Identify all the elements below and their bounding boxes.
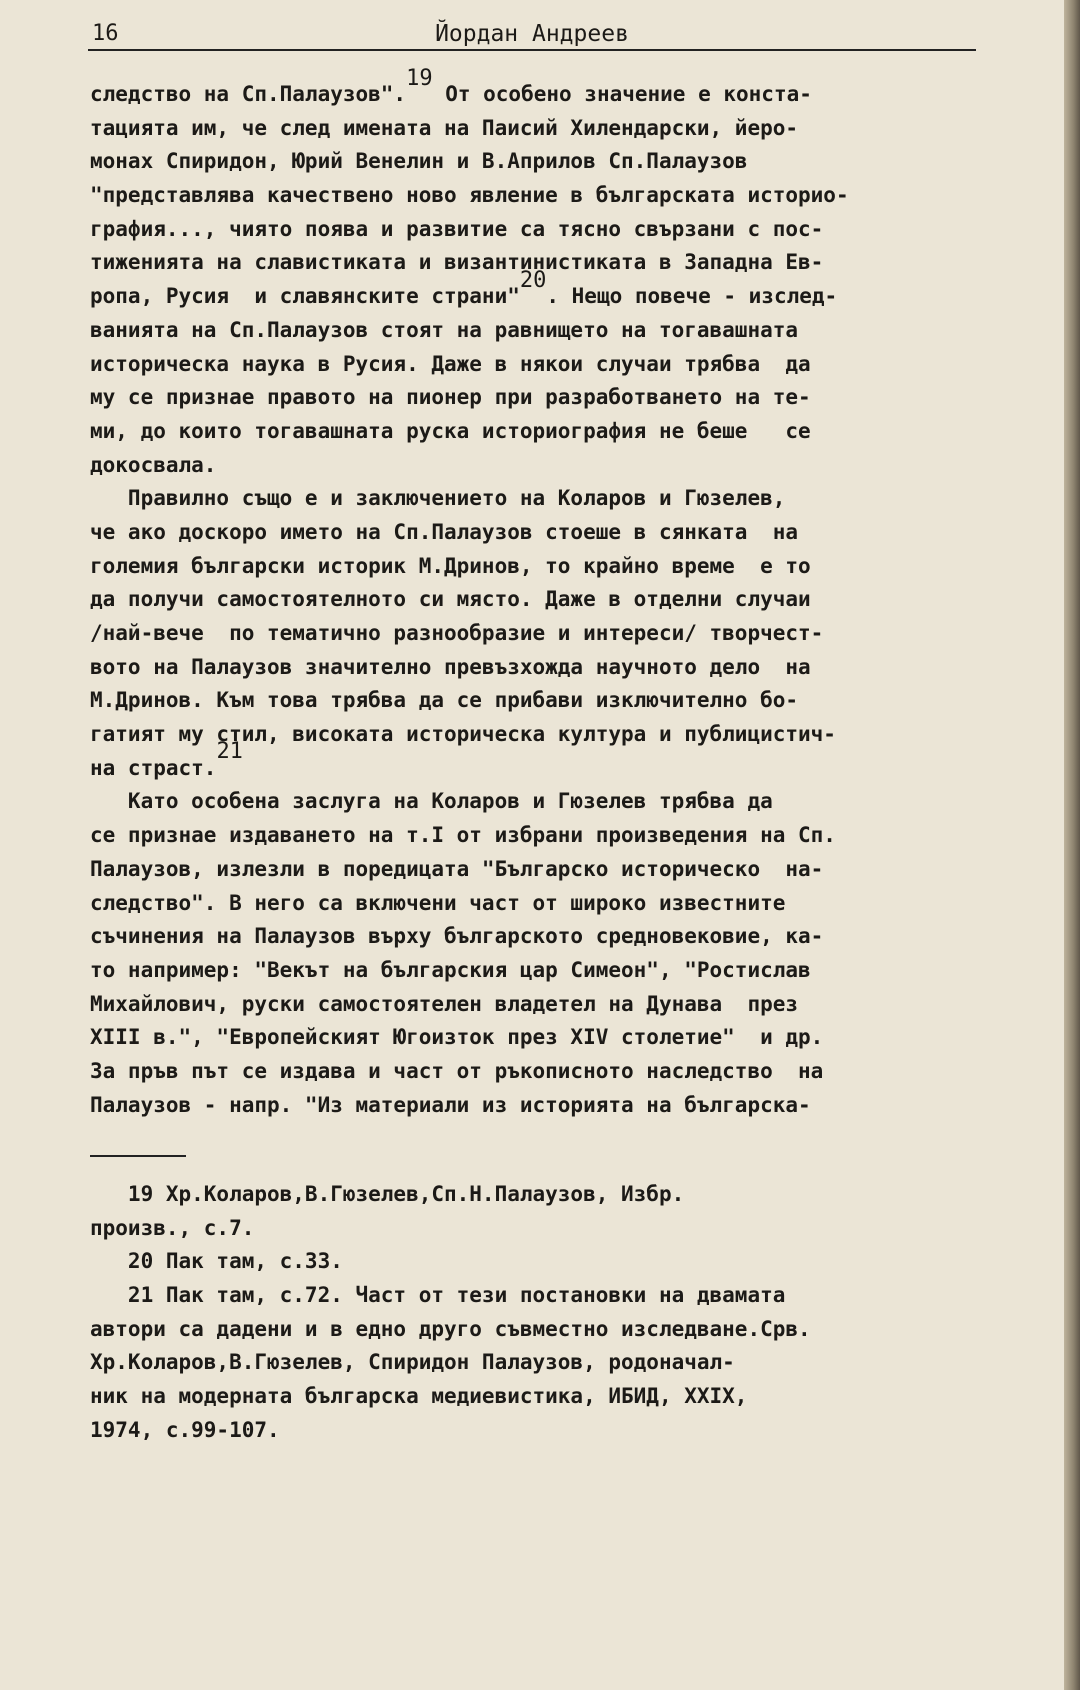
text-line: на страст.21 <box>90 739 243 780</box>
text-line: ропа, Русия и славянските страни"20. Нещо повече - изслед- <box>90 267 838 309</box>
text-line: то например: "Векът на българския цар Симеон", "Ростислав <box>90 957 811 982</box>
text-line: Михайлович, руски самостоятелен владетел на Дунава през <box>90 991 799 1016</box>
text-line: вото на Палаузов значително превъзхожда научното дело на <box>90 654 811 679</box>
text-line: М.Дринов. Към това трябва да се прибави изключително бо- <box>90 688 799 713</box>
text-line: /най-вече по тематично разнообразие и интереси/ творчест- <box>90 621 824 645</box>
footnote-line: 21 Пак там, с.72. Част от тези постановки на двамата <box>90 1283 786 1308</box>
text-run: следство на Сп.Палаузов". <box>90 82 407 106</box>
text-line: гатият му стил, високата историческа култура и публицистич- <box>90 722 836 747</box>
text-line: историческа наука в Русия. Даже в някои случаи трябва да <box>90 351 811 376</box>
text-run: на страст. <box>90 755 217 780</box>
text-line: съчинения на Палаузов върху българското средновековие, ка- <box>90 924 824 949</box>
text-line: че ако доскоро името на Сп.Палаузов стоеше в сянката на <box>90 519 799 544</box>
footnote-line: ник на модерната българска медиевистика, ИБИД, XXIX, <box>90 1384 748 1409</box>
text-line: Палаузов, излезли в поредицата "Българско историческо на- <box>90 856 824 881</box>
text-line: Палаузов - напр. "Из материали из историята на българска- <box>90 1092 811 1117</box>
text-line: монах Спиридон, Юрий Венелин и В.Априлов Сп.Палаузов <box>90 149 748 174</box>
text-line: следство". В него са включени част от широко известните <box>90 890 786 915</box>
text-line: тацията им, че след имената на Паисий Хилендарски, йеро- <box>90 115 799 140</box>
footnotes <box>90 1177 990 1447</box>
header-rule <box>88 49 976 51</box>
text-line: XIII в.", "Европейският Югоизток през XIV столетие" и др. <box>90 1025 824 1050</box>
text-line: ми, до които тогавашната руска историография не беше се <box>90 418 811 443</box>
page-header <box>88 18 976 52</box>
text-line: Като особена заслуга на Коларов и Гюзелев трябва да <box>90 789 773 814</box>
text-line: следство на Сп.Палаузов".19 От особено значение е конста- <box>90 65 812 106</box>
text-run: От особено значение е конста- <box>432 82 812 106</box>
text-run: ропа, Русия и славянските страни" <box>90 284 520 309</box>
footnote-line: произв., с.7. <box>90 1215 255 1240</box>
running-head: Йордан Андреев <box>435 21 629 47</box>
text-line: големия български историк М.Дринов, то крайно време е то <box>90 553 811 578</box>
body-text <box>90 65 990 1122</box>
page-number: 16 <box>92 21 119 46</box>
text-line: докосвала. <box>90 452 217 477</box>
footnote-line: 1974, с.99-107. <box>90 1417 280 1442</box>
text-line: му се признае правото на пионер при разработването на те- <box>90 385 811 410</box>
footnote-line: 19 Хр.Коларов,В.Гюзелев,Сп.Н.Палаузов, Избр. <box>90 1182 685 1206</box>
text-line: графия..., чиято поява и развитие са тясно свързани с пос- <box>90 216 824 241</box>
footnote-rule <box>90 1155 186 1157</box>
text-line: се признае издаването на т.I от избрани произведения на Сп. <box>90 823 836 848</box>
text-line: "представлява качествено ново явление в българската историо- <box>90 183 849 208</box>
text-line: тиженията на славистиката и византинистиката в Западна Ев- <box>90 250 824 275</box>
footnote-line: 20 Пак там, с.33. <box>90 1249 343 1274</box>
page-edge-shadow <box>1064 0 1080 1690</box>
footnote-line: автори са дадени и в едно друго съвместно изследване.Срв. <box>90 1316 811 1341</box>
text-line: За пръв път се издава и част от ръкописното наследство на <box>90 1058 824 1083</box>
text-line: да получи самостоятелното си място. Даже в отделни случаи <box>90 587 811 612</box>
footnote-line: Хр.Коларов,В.Гюзелев, Спиридон Палаузов, родоначал- <box>90 1350 735 1375</box>
text-line: ванията на Сп.Палаузов стоят на равнището на тогавашната <box>90 317 799 342</box>
text-line: Правилно също е и заключението на Коларов и Гюзелев, <box>90 486 786 511</box>
text-run: . Нещо повече - изслед- <box>546 284 838 309</box>
